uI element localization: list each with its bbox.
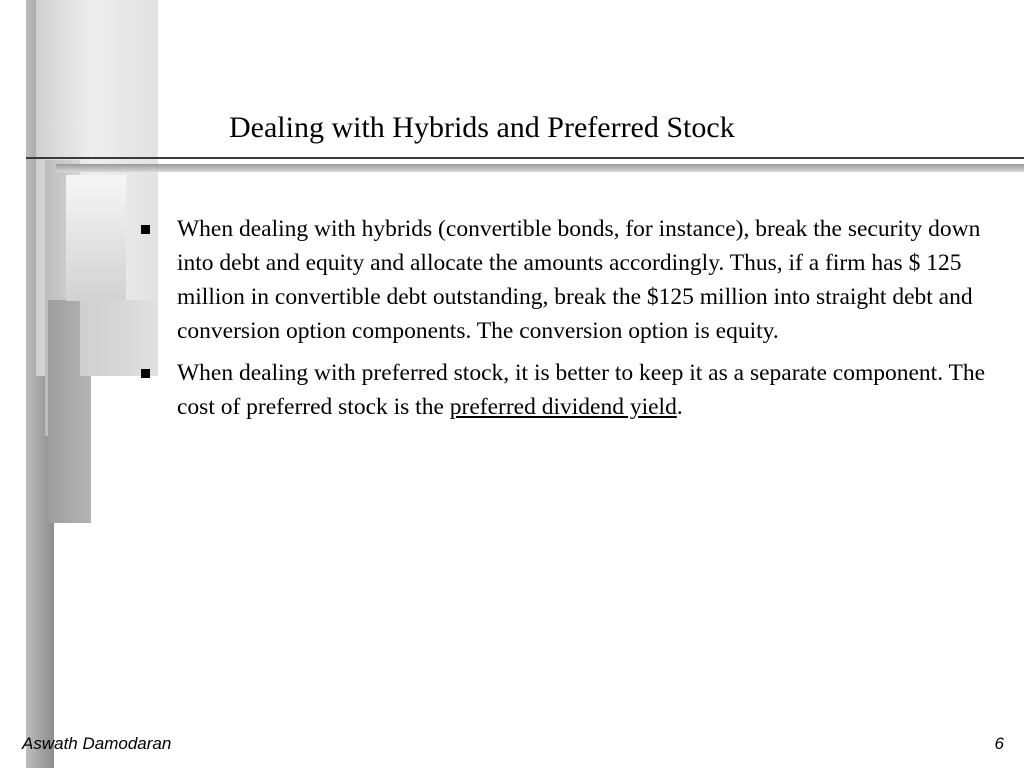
page-number: 6 (994, 734, 1004, 753)
bullet-text: When dealing with preferred stock, it is better to keep it as a separate component. The cost of preferred stock is the (177, 360, 986, 420)
footer-author: Aswath Damodaran (22, 734, 172, 753)
bullet-item (139, 212, 1009, 348)
slide-title: Dealing with Hybrids and Preferred Stock (229, 111, 735, 144)
title-rule (26, 157, 1024, 159)
underlined-term: preferred dividend yield (449, 394, 677, 420)
square-bullet-icon (141, 225, 150, 234)
square-bullet-icon (141, 369, 150, 378)
decorative-bar (66, 175, 126, 301)
bullet-text: When dealing with hybrids (convertible bonds, for instance), break the security down into debt and equity and allocate the amounts accordingly. Thus, if a firm has $ 125 million in convertible debt outstanding, break the $125 million into straight debt and conversion option components. The conversion option is equity. (177, 216, 981, 344)
title-rule-shadow (56, 164, 1024, 172)
bullet-item (139, 356, 1009, 424)
bullet-text-end: . (676, 394, 683, 420)
bullet-list (139, 212, 1009, 432)
